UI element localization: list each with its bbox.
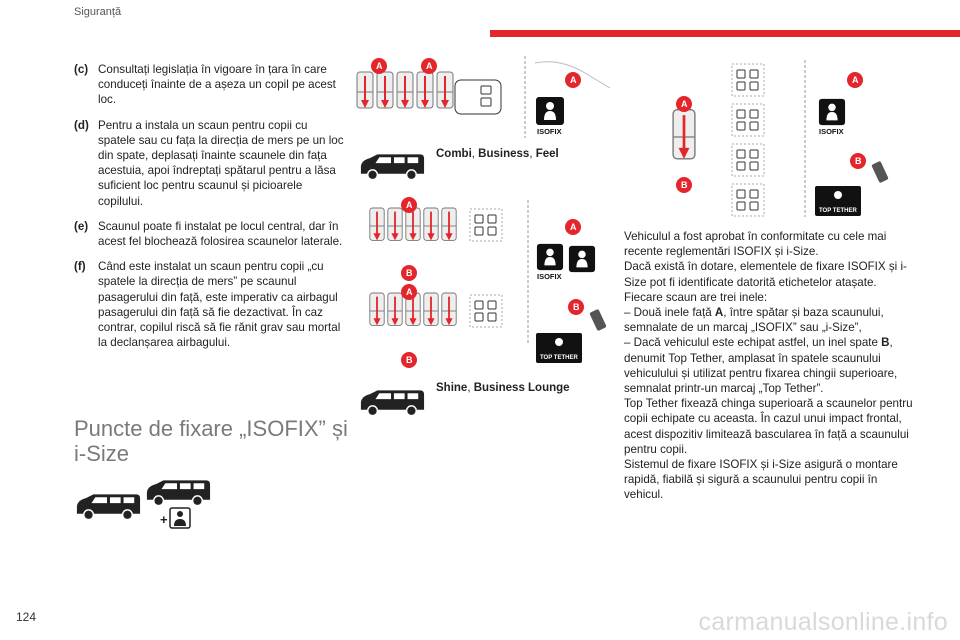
svg-text:A: A	[376, 61, 383, 71]
paragraph: – Dacă vehiculul este echipat astfel, un inel spate B, denumit Top Tether, amplasat în spatele scaunului vehiculului și utilizat pentru fixarea chingii superioare, semnalat printr-un marcaj „Top Tether”.	[624, 336, 898, 396]
van-icon	[358, 152, 428, 182]
i-size-badge-icon	[569, 246, 595, 272]
svg-text:A: A	[406, 200, 413, 210]
vehicle-top-view-icon	[470, 295, 502, 327]
header-accent-bar	[490, 30, 960, 37]
paragraph: Fiecare scaun are trei inele:	[624, 290, 768, 304]
list-item-c	[74, 62, 344, 108]
svg-text:B: B	[406, 268, 413, 278]
watermark: carmanualsonline.info	[698, 608, 948, 636]
vehicle-top-view-icon	[470, 209, 502, 241]
svg-text:A: A	[570, 222, 577, 232]
list-item-text: Scaunul poate fi instalat pe locul central, dar în acest fel blochează folosirea scaunelor laterale.	[98, 219, 343, 249]
svg-text:TOP TETHER: TOP TETHER	[819, 208, 857, 214]
paragraph: Top Tether fixează chinga superioară a scaunelor pentru copii echipate cu aceasta. În cazul unui impact frontal, acest dispozitiv limitează bascularea în față a scaunului pentru copii.	[624, 397, 913, 456]
isofix-badge-icon	[819, 99, 845, 136]
paragraph: Vehiculul a fost aprobat în conformitate cu cele mai recente reglementări ISOFIX și i-Size.	[624, 230, 887, 259]
van-icon	[77, 494, 140, 519]
figure-shine	[358, 195, 623, 375]
svg-text:ISOFIX: ISOFIX	[537, 127, 562, 136]
list-item-text: Pentru a instala un scaun pentru copii cu spatele sau cu fața la direcția de mers pe un loc din spate, deplasați înainte scaunele din fața acestuia, apoi îndreptați spătarul pentru a lăsa suficient loc pentru scaunul și picioarele copilului.	[98, 118, 344, 208]
svg-text:A: A	[852, 75, 859, 85]
svg-text:A: A	[426, 61, 433, 71]
isofix-badge-icon	[537, 244, 563, 281]
list-item-e	[74, 219, 344, 249]
page-number: 124	[16, 610, 37, 624]
tether-ring-icon	[871, 161, 889, 183]
svg-text:A: A	[681, 99, 688, 109]
figure-rear-seats	[660, 52, 910, 224]
list-item-key: (c)	[74, 63, 89, 76]
seat-layout-grid	[732, 64, 764, 216]
svg-text:B: B	[855, 156, 862, 166]
svg-text:B: B	[573, 302, 580, 312]
header-section-title: Siguranță	[74, 6, 122, 18]
vehicle-top-view-icon	[455, 80, 501, 114]
notes-list	[74, 62, 344, 360]
svg-text:B: B	[681, 180, 688, 190]
list-item-text: Când este instalat un scaun pentru copii „cu spatele la direcția de mers” pe scaunul pasagerului din față, este imperativ ca airbagul pasagerului din față să fie dezactivat. În caz contrar, copilul riscă să fie rănit grav sau mortal la declanșarea airbagului.	[98, 260, 341, 350]
isofix-badge-icon	[536, 97, 564, 136]
list-item-text: Consultați legislația în vigoare în țara în care conduceți înainte de a așeza un copil pe acest loc.	[98, 63, 336, 107]
svg-text:TOP TETHER: TOP TETHER	[540, 355, 578, 361]
paragraph: Sistemul de fixare ISOFIX și i-Size asigură o montare rapidă, fiabilă și sigură a scaunului pentru copii în vehicul.	[624, 458, 898, 502]
caption-combi: Combi, Business, Feel	[436, 148, 559, 160]
top-tether-badge-icon	[815, 186, 861, 216]
list-item-d	[74, 118, 344, 209]
paragraph: – Două inele față A, între spătar și baza scaunului, semnalate de un marcaj „ISOFIX” sau „i-Size”,	[624, 306, 884, 335]
section-title: Puncte de fixare „ISOFIX” și i-Size	[74, 416, 348, 466]
van-icon	[147, 480, 210, 505]
svg-text:ISOFIX: ISOFIX	[537, 272, 562, 281]
svg-text:A: A	[406, 287, 413, 297]
list-item-key: (f)	[74, 260, 86, 274]
svg-text:ISOFIX: ISOFIX	[819, 127, 844, 136]
isofix-description	[624, 229, 914, 503]
van-icon	[358, 388, 428, 418]
list-item-key: (d)	[74, 118, 89, 132]
top-tether-badge-icon	[536, 333, 582, 363]
caption-shine: Shine, Business Lounge	[436, 382, 570, 394]
list-item-key: (e)	[74, 219, 89, 233]
plus-icon: +	[160, 512, 168, 527]
list-item-f	[74, 259, 344, 350]
svg-text:B: B	[406, 355, 413, 365]
tether-ring-icon	[589, 309, 607, 331]
vehicle-models-icon-group	[74, 476, 224, 532]
paragraph: Dacă există în dotare, elementele de fixare ISOFIX și i-Size pot fi identificate datorită etichetelor atașate.	[624, 260, 907, 289]
svg-text:A: A	[570, 75, 577, 85]
